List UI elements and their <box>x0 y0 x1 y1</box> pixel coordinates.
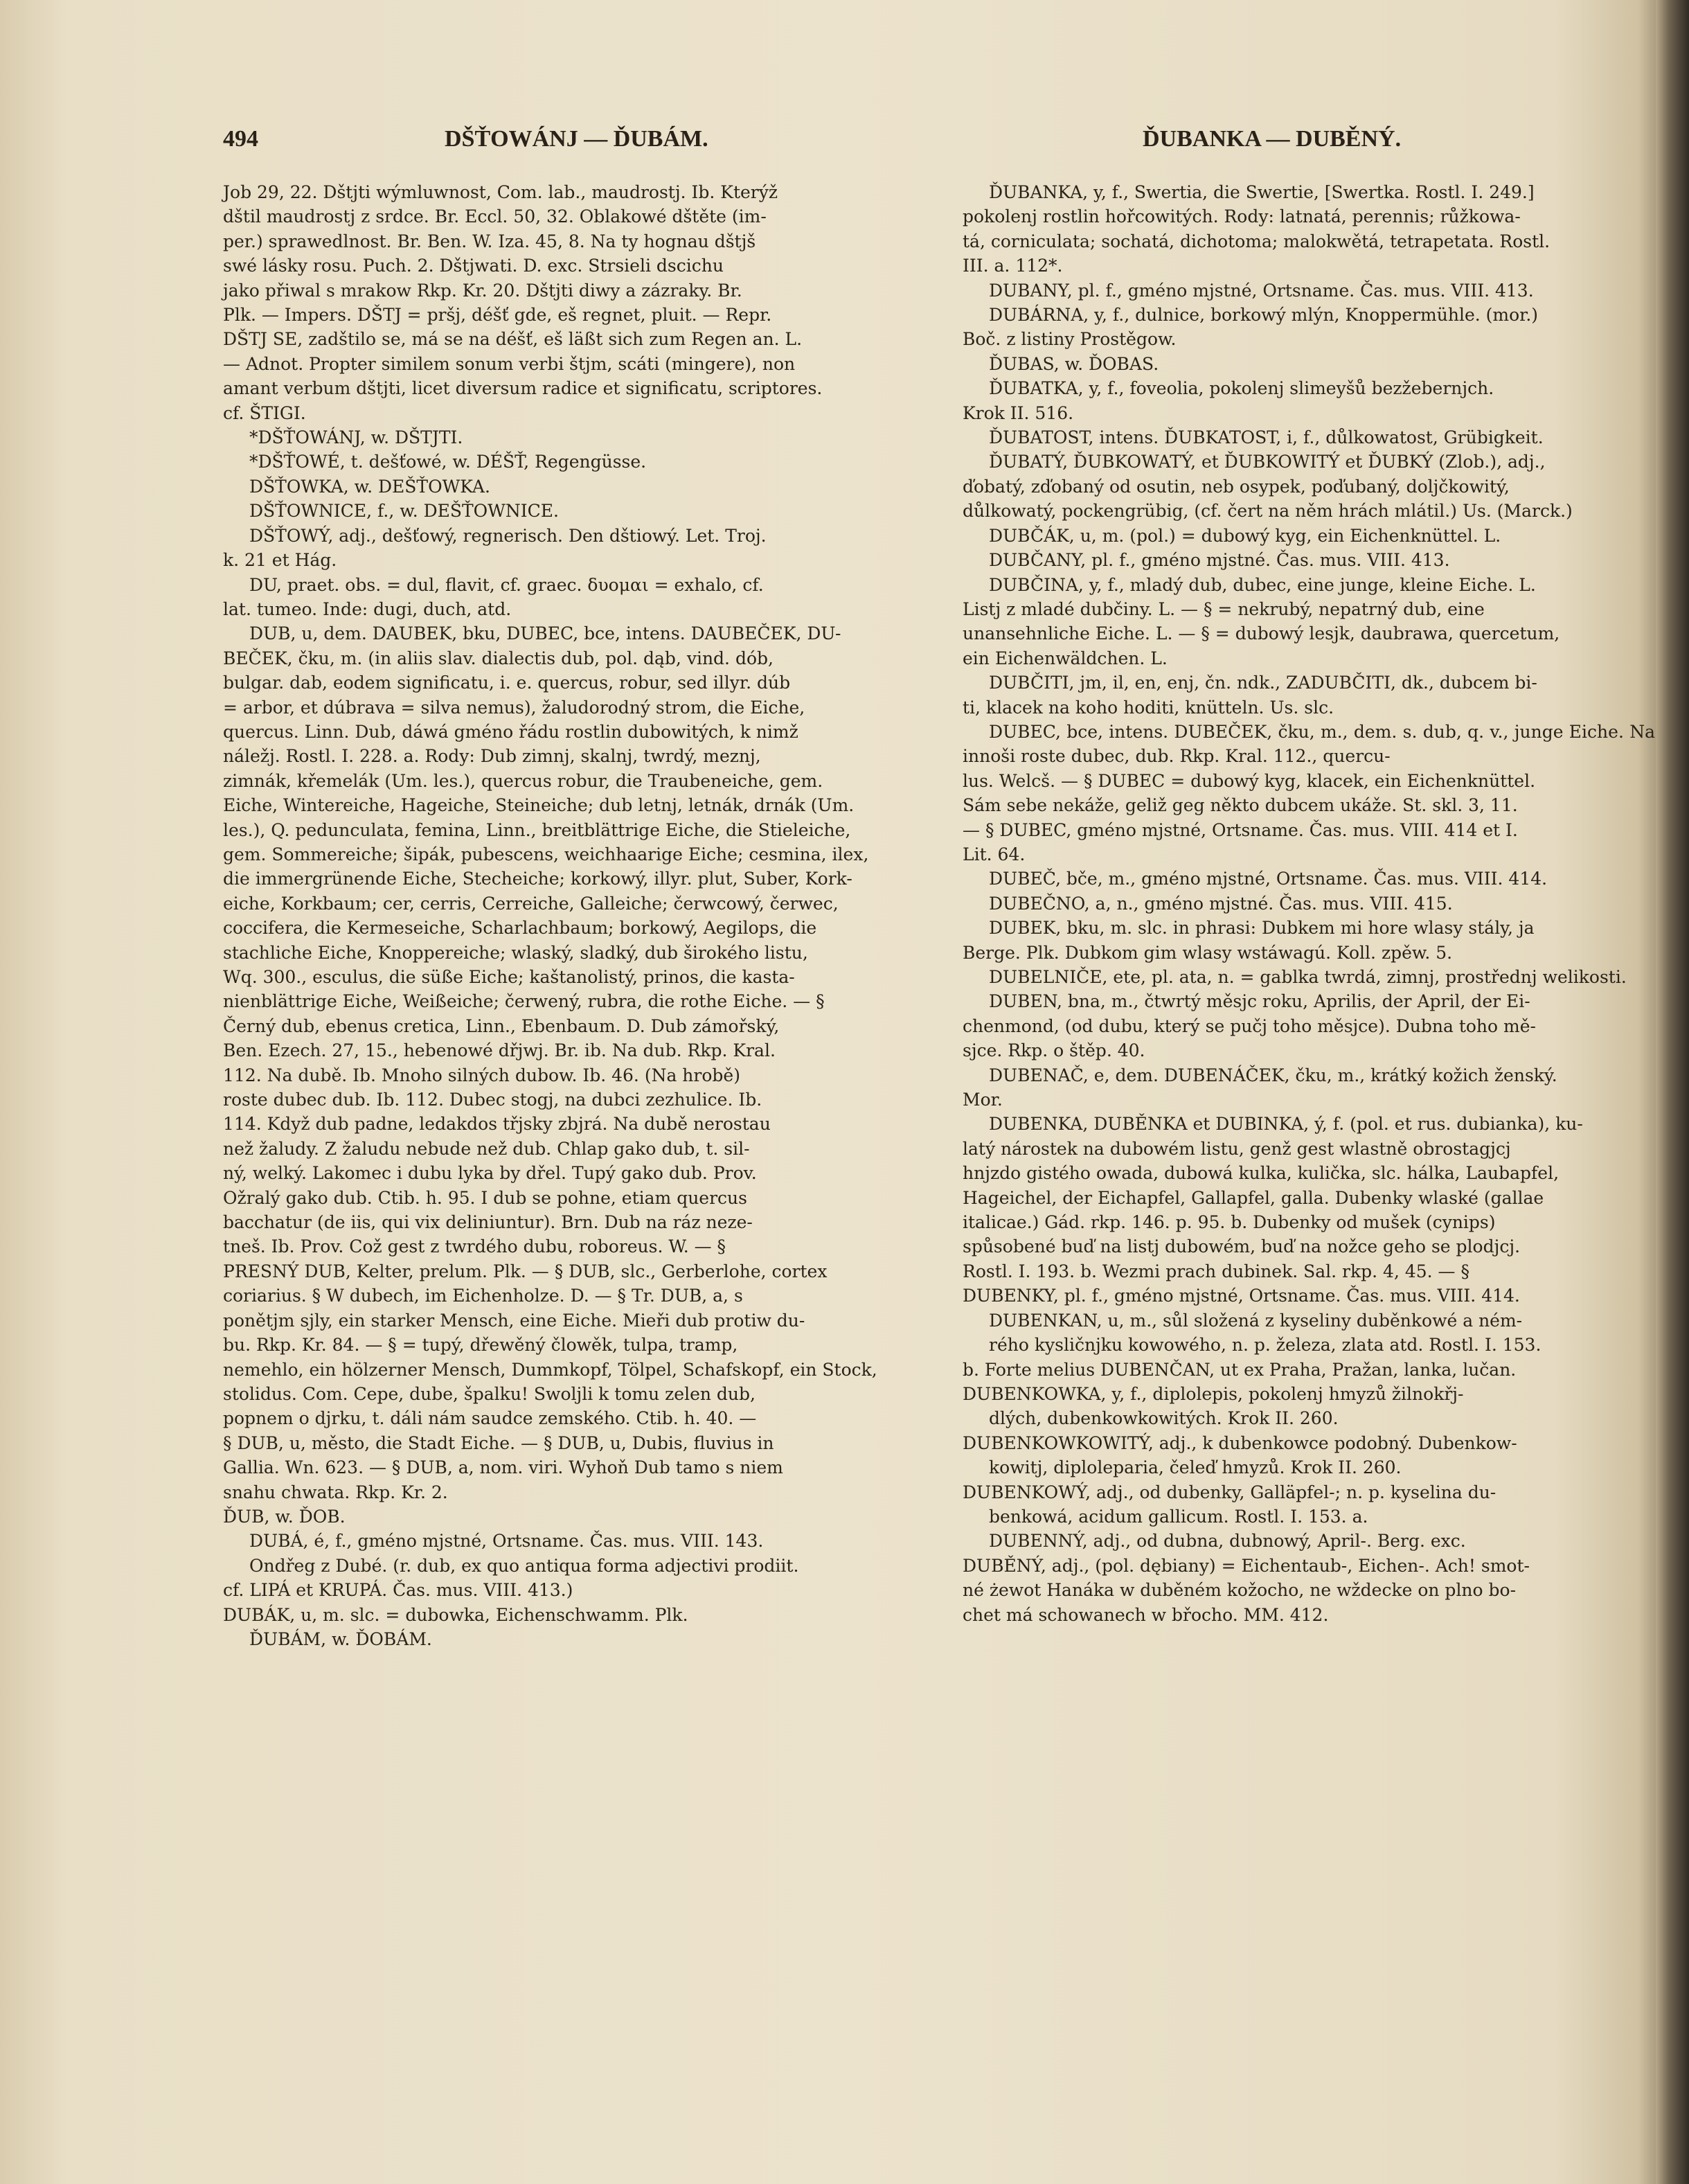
text-line: die immergrünende Eiche, Stecheiche; korkowý, illyr. plut, Suber, Kork- <box>223 869 852 889</box>
text-line: 114. Když dub padne, ledakdos třjsky zbjrá. Na dubě nerostau <box>223 1114 771 1135</box>
text-line: Sám sebe nekáže, geliž geg někto dubcem ukáže. St. skl. 3, 11. <box>963 795 1518 816</box>
text-line: DUBEC, bce, intens. DUBEČEK, čku, m., dem. s. dub, q. v., junge Eiche. Na innoši roste dubec, dub. Rkp. Kral. 112., quercu- <box>963 721 1655 767</box>
text-line: nemehlo, ein hölzerner Mensch, Dummkopf, Tölpel, Schafskopf, ein Stock, <box>223 1359 877 1380</box>
text-line: DUBENNÝ, adj., od dubna, dubnowý, April-. Berg. exc. <box>989 1531 1466 1552</box>
text-line: gem. Sommereiche; šipák, pubescens, weichhaarige Eiche; cesmina, ilex, <box>223 844 869 864</box>
text-line: ponětjm sjly, ein starker Mensch, eine Eiche. Mieři dub protiw du- <box>223 1310 805 1331</box>
text-line: DŠŤOWÝ, adj., dešťowý, regnerisch. Den dštiowý. Let. Troj. <box>249 525 767 546</box>
text-line: DUBÁRNA, y, f., dulnice, borkowý mlýn, Knoppermühle. (mor.) <box>989 305 1539 326</box>
text-line: ĎUB, w. ĎOB. <box>223 1506 346 1527</box>
text-line: Ondřeg z Dubé. (r. dub, ex quo antiqua forma adjectivi prodiit. <box>249 1555 799 1576</box>
text-line: nienblättrige Eiche, Weißeiche; čerwený, rubra, die rothe Eiche. — § <box>223 991 825 1012</box>
text-line: DUBEČ, bče, m., gméno mjstné, Ortsname. Čas. mus. VIII. 414. <box>989 869 1548 889</box>
text-line: quercus. Linn. Dub, dáwá gméno řádu rostlin dubowitých, k nimž <box>223 721 798 742</box>
text-line: stachliche Eiche, Knoppereiche; wlaský, sladký, dub širokého listu, <box>223 942 808 963</box>
text-line: DUBEČNO, a, n., gméno mjstné. Čas. mus. VIII. 415. <box>989 893 1453 914</box>
text-line: = arbor, et dúbrava = silva nemus), žaludorodný strom, die Eiche, <box>223 697 805 718</box>
text-line: stolidus. Com. Cepe, dube, špalku! Swoljli k tomu zelen dub, <box>223 1383 756 1404</box>
text-line: bu. Rkp. Kr. 84. — § = tupý, dřewěný člowěk, tulpa, tramp, <box>223 1335 738 1356</box>
text-line: DUBEK, bku, m. slc. in phrasi: Dubkem mi hore wlasy stály, ja <box>989 918 1535 939</box>
text-line: tneš. Ib. Prov. Což gest z twrdého dubu, roboreus. W. — § <box>223 1236 726 1257</box>
text-line: DŠŤOWNICE, f., w. DEŠŤOWNICE. <box>249 501 559 522</box>
text-line: ĎUBATÝ, ĎUBKOWATÝ, et ĎUBKOWITÝ et ĎUBKÝ (Zlob.), adj., <box>989 452 1546 472</box>
text-line: né żewot Hanáka w duběném kožocho, ne wždecke on plno bo- <box>963 1580 1517 1601</box>
text-line: Lit. 64. <box>963 844 1026 864</box>
text-line: chenmond, (od dubu, který se pučj toho měsjce). Dubna toho mě- <box>963 1015 1536 1036</box>
text-line: eiche, Korkbaum; cer, cerris, Cerreiche, Galleiche; čerwcowý, čerwec, <box>223 893 839 914</box>
text-line: Berge. Plk. Dubkom gim wlasy wstáwagú. Koll. zpěw. 5. <box>963 942 1453 963</box>
right-column <box>963 180 1655 1627</box>
text-line: DUBČANY, pl. f., gméno mjstné. Čas. mus. VIII. 413. <box>989 550 1450 571</box>
text-line: coccifera, die Kermeseiche, Scharlachbaum; borkowý, Aegilops, die <box>223 918 817 939</box>
text-line: dštil maudrostj z srdce. Br. Eccl. 50, 32. Oblakowé dštěte (im- <box>223 206 767 227</box>
text-line: důlkowatý, pockengrübig, (cf. čert na něm hrách mlátil.) Us. (Marck.) <box>963 501 1573 522</box>
text-line: ďobatý, zďobaný od osutin, neb osypek, poďubaný, doljčkowitý, <box>963 476 1510 497</box>
text-line: Hageichel, der Eichapfel, Gallapfel, galla. Dubenky wlaské (gallae <box>963 1187 1544 1208</box>
text-line: Listj z mladé dubčiny. L. — § = nekrubý, nepatrný dub, eine <box>963 598 1485 619</box>
text-line: DUBELNIČE, ete, pl. ata, n. = gablka twrdá, zimnj, prostřednj welikosti. <box>989 967 1627 987</box>
text-line: snahu chwata. Rkp. Kr. 2. <box>223 1482 448 1502</box>
text-line: DUBENKA, DUBĚNKA et DUBINKA, ý, f. (pol. et rus. dubianka), ku- <box>989 1114 1583 1135</box>
text-line: — Adnot. Propter similem sonum verbi štjm, scáti (mingere), non <box>223 353 796 374</box>
text-line: dlých, dubenkowkowitých. Krok II. 260. <box>989 1408 1339 1429</box>
text-line: DUBENKOWKOWITÝ, adj., k dubenkowce podobný. Dubenkow- <box>963 1432 1517 1453</box>
text-line: DUBÁ, é, f., gméno mjstné, Ortsname. Čas. mus. VIII. 143. <box>249 1531 764 1552</box>
book-edge-shadow <box>1656 0 1689 2184</box>
text-line: Eiche, Wintereiche, Hageiche, Steineiche; dub letnj, letnák, drnák (Um. <box>223 795 855 816</box>
page-header <box>223 126 1601 161</box>
text-line: BEČEK, čku, m. (in aliis slav. dialectis dub, pol. dąb, vind. dób, <box>223 648 774 668</box>
text-line: DUBÁK, u, m. slc. = dubowka, Eichenschwamm. Plk. <box>223 1604 688 1625</box>
text-line: DUBČÁK, u, m. (pol.) = dubowý kyg, ein Eichenknüttel. L. <box>989 525 1501 546</box>
text-line: bacchatur (de iis, qui vix deliniuntur). Brn. Dub na ráz neze- <box>223 1212 753 1233</box>
text-line: les.), Q. pedunculata, femina, Linn., breitblättrige Eiche, die Stieleiche, <box>223 819 851 840</box>
text-line: náležj. Rostl. I. 228. a. Rody: Dub zimnj, skalnj, twrdý, meznj, <box>223 746 761 767</box>
text-line: III. a. 112*. <box>963 256 1063 276</box>
text-line: Ožralý gako dub. Ctib. h. 95. I dub se pohne, etiam quercus <box>223 1187 747 1208</box>
text-line: italicae.) Gád. rkp. 146. p. 95. b. Dubenky od mušek (cynips) <box>963 1212 1496 1233</box>
text-line: ti, klacek na koho hoditi, knütteln. Us. slc. <box>963 697 1334 718</box>
text-line: pokolenj rostlin hořcowitých. Rody: latnatá, perennis; růžkowa- <box>963 206 1521 227</box>
text-line: benkowá, acidum gallicum. Rostl. I. 153. a. <box>989 1506 1368 1527</box>
text-line: rého kysličnjku kowowého, n. p. železa, zlata atd. Rostl. I. 153. <box>989 1335 1541 1356</box>
text-line: DUBČINA, y, f., mladý dub, dubec, eine junge, kleine Eiche. L. <box>989 574 1536 595</box>
text-line: DŠTJ SE, zadštilo se, má se na déšť, eš läßt sich zum Regen an. L. <box>223 329 803 350</box>
right-running-head: ĎUBANKA — DUBĚNÝ. <box>1143 126 1402 152</box>
text-line: popnem o djrku, t. dáli nám saudce zemského. Ctib. h. 40. — <box>223 1408 757 1429</box>
text-line: zimnák, křemelák (Um. les.), quercus robur, die Traubeneiche, gem. <box>223 770 823 791</box>
text-line: než žaludy. Z žaludu nebude než dub. Chlap gako dub, t. sil- <box>223 1138 750 1159</box>
text-line: Gallia. Wn. 623. — § DUB, a, nom. viri. Wyhoň Dub tamo s niem <box>223 1457 783 1478</box>
text-line: lus. Welcš. — § DUBEC = dubowý kyg, klacek, ein Eichenknüttel. <box>963 770 1536 791</box>
text-line: roste dubec dub. Ib. 112. Dubec stogj, na dubci zezhulice. Ib. <box>223 1090 762 1110</box>
text-line: § DUB, u, město, die Stadt Eiche. — § DUB, u, Dubis, fluvius in <box>223 1432 774 1453</box>
text-line: DUBENKOWKA, y, f., diplolepis, pokolenj hmyzů žilnokřj- <box>963 1383 1464 1404</box>
text-line: k. 21 et Hág. <box>223 550 337 571</box>
text-line: Černý dub, ebenus cretica, Linn., Ebenbaum. D. Dub zámořský, <box>223 1015 780 1036</box>
text-line: Mor. <box>963 1090 1003 1110</box>
text-line: ĎUBÁM, w. ĎOBÁM. <box>249 1628 432 1649</box>
text-line: spůsobené buď na listj dubowém, buď na nožce geho se plodjcj. <box>963 1236 1521 1257</box>
left-running-head: DŠŤOWÁNJ — ĎUBÁM. <box>445 126 708 152</box>
text-line: swé lásky rosu. Puch. 2. Dštjwati. D. exc. Strsieli dscichu <box>223 256 724 276</box>
text-line: *DŠŤOWÁNJ, w. DŠTJTI. <box>249 427 463 448</box>
text-line: b. Forte melius DUBENČAN, ut ex Praha, Pražan, lanka, lučan. <box>963 1359 1517 1380</box>
text-line: Boč. z listiny Prostěgow. <box>963 329 1177 350</box>
left-column <box>223 180 943 1651</box>
text-line: Krok II. 516. <box>963 402 1074 423</box>
text-line: cf. LIPÁ et KRUPÁ. Čas. mus. VIII. 413.) <box>223 1580 573 1601</box>
text-line: ein Eichenwäldchen. L. <box>963 648 1168 668</box>
text-line: 112. Na dubě. Ib. Mnoho silných dubow. Ib. 46. (Na hrobě) <box>223 1065 740 1085</box>
text-line: Ben. Ezech. 27, 15., hebenowé dřjwj. Br. ib. Na dub. Rkp. Kral. <box>223 1040 776 1061</box>
text-line: bulgar. dab, eodem significatu, i. e. quercus, robur, sed illyr. dúb <box>223 673 791 693</box>
text-line: DUBČITI, jm, il, en, enj, čn. ndk., ZADUBČITI, dk., dubcem bi- <box>989 673 1537 693</box>
text-line: Plk. — Impers. DŠTJ = pršj, déšť gde, eš regnet, pluit. — Repr. <box>223 305 772 326</box>
text-line: Job 29, 22. Dštjti wýmluwnost, Com. lab., maudrostj. Ib. Kterýž <box>223 182 778 202</box>
text-line: Rostl. I. 193. b. Wezmi prach dubinek. Sal. rkp. 4, 45. — § <box>963 1261 1470 1281</box>
text-line: lat. tumeo. Inde: dugi, duch, atd. <box>223 598 512 619</box>
page-number: 494 <box>223 126 258 152</box>
text-line: DUBENKY, pl. f., gméno mjstné, Ortsname. Čas. mus. VIII. 414. <box>963 1286 1520 1306</box>
text-line: chet má schowanech w břocho. MM. 412. <box>963 1604 1329 1625</box>
text-line: ĎUBANKA, y, f., Swertia, die Swertie, [Swertka. Rostl. I. 249.] <box>989 182 1535 202</box>
text-line: — § DUBEC, gméno mjstné, Ortsname. Čas. mus. VIII. 414 et I. <box>963 819 1518 840</box>
text-line: DUBENKOWÝ, adj., od dubenky, Galläpfel-; n. p. kyselina du- <box>963 1482 1496 1502</box>
text-line: cf. ŠTIGI. <box>223 402 306 423</box>
text-line: DUBENKAN, u, m., sůl složená z kyseliny duběnkowé a ném- <box>989 1310 1523 1331</box>
text-line: DUB, u, dem. DAUBEK, bku, DUBEC, bce, intens. DAUBEČEK, DU- <box>249 623 841 644</box>
text-line: ĎUBAS, w. ĎOBAS. <box>989 353 1159 374</box>
text-line: ný, welký. Lakomec i dubu lyka by dřel. Tupý gako dub. Prov. <box>223 1163 757 1184</box>
text-line: DUBENAČ, e, dem. DUBENÁČEK, čku, m., krátký kožich ženský. <box>989 1065 1557 1085</box>
text-line: PRESNÝ DUB, Kelter, prelum. Plk. — § DUB, slc., Gerberlohe, cortex <box>223 1261 828 1281</box>
text-line: DUBĚNÝ, adj., (pol. dębiany) = Eichentaub-, Eichen-. Ach! smot- <box>963 1555 1530 1576</box>
text-line: kowitj, diploleparia, čeleď hmyzů. Krok II. 260. <box>989 1457 1402 1478</box>
text-line: DU, praet. obs. = dul, flavit, cf. graec. δυομαι = exhalo, cf. <box>249 574 764 595</box>
text-line: amant verbum dštjti, licet diversum radice et significatu, scriptores. <box>223 378 823 399</box>
text-line: DUBEN, bna, m., čtwrtý měsjc roku, Aprilis, der April, der Ei- <box>989 991 1530 1012</box>
text-line: coriarius. § W dubech, im Eichenholze. D. — § Tr. DUB, a, s <box>223 1286 743 1306</box>
text-line: ĎUBATOST, intens. ĎUBKATOST, i, f., důlkowatost, Grübigkeit. <box>989 427 1544 448</box>
text-line: tá, corniculata; sochatá, dichotoma; malokwětá, tetrapetata. Rostl. <box>963 231 1551 251</box>
text-line: per.) sprawedlnost. Br. Ben. W. Iza. 45, 8. Na ty hognau dštjš <box>223 231 756 251</box>
text-line: sjce. Rkp. o štěp. 40. <box>963 1040 1145 1061</box>
text-line: DUBANY, pl. f., gméno mjstné, Ortsname. Čas. mus. VIII. 413. <box>989 280 1534 301</box>
text-line: ĎUBATKA, y, f., foveolia, pokolenj slimeyšů bezžebernjch. <box>989 378 1494 399</box>
text-line: hnjzdo gistého owada, dubowá kulka, kulička, slc. hálka, Laubapfel, <box>963 1163 1560 1184</box>
text-line: DŠŤOWKA, w. DEŠŤOWKA. <box>249 476 490 497</box>
text-line: Wq. 300., esculus, die süße Eiche; kaštanolistý, prinos, die kasta- <box>223 967 795 987</box>
text-line: latý nárostek na dubowém listu, genž gest wlastně obrostagjcj <box>963 1138 1511 1159</box>
text-line: *DŠŤOWÉ, t. dešťowé, w. DÉŠŤ, Regengüsse. <box>249 452 647 472</box>
text-line: unansehnliche Eiche. L. — § = dubowý lesjk, daubrawa, quercetum, <box>963 623 1560 644</box>
text-line: jako přiwal s mrakow Rkp. Kr. 20. Dštjti diwy a zázraky. Br. <box>223 280 742 301</box>
